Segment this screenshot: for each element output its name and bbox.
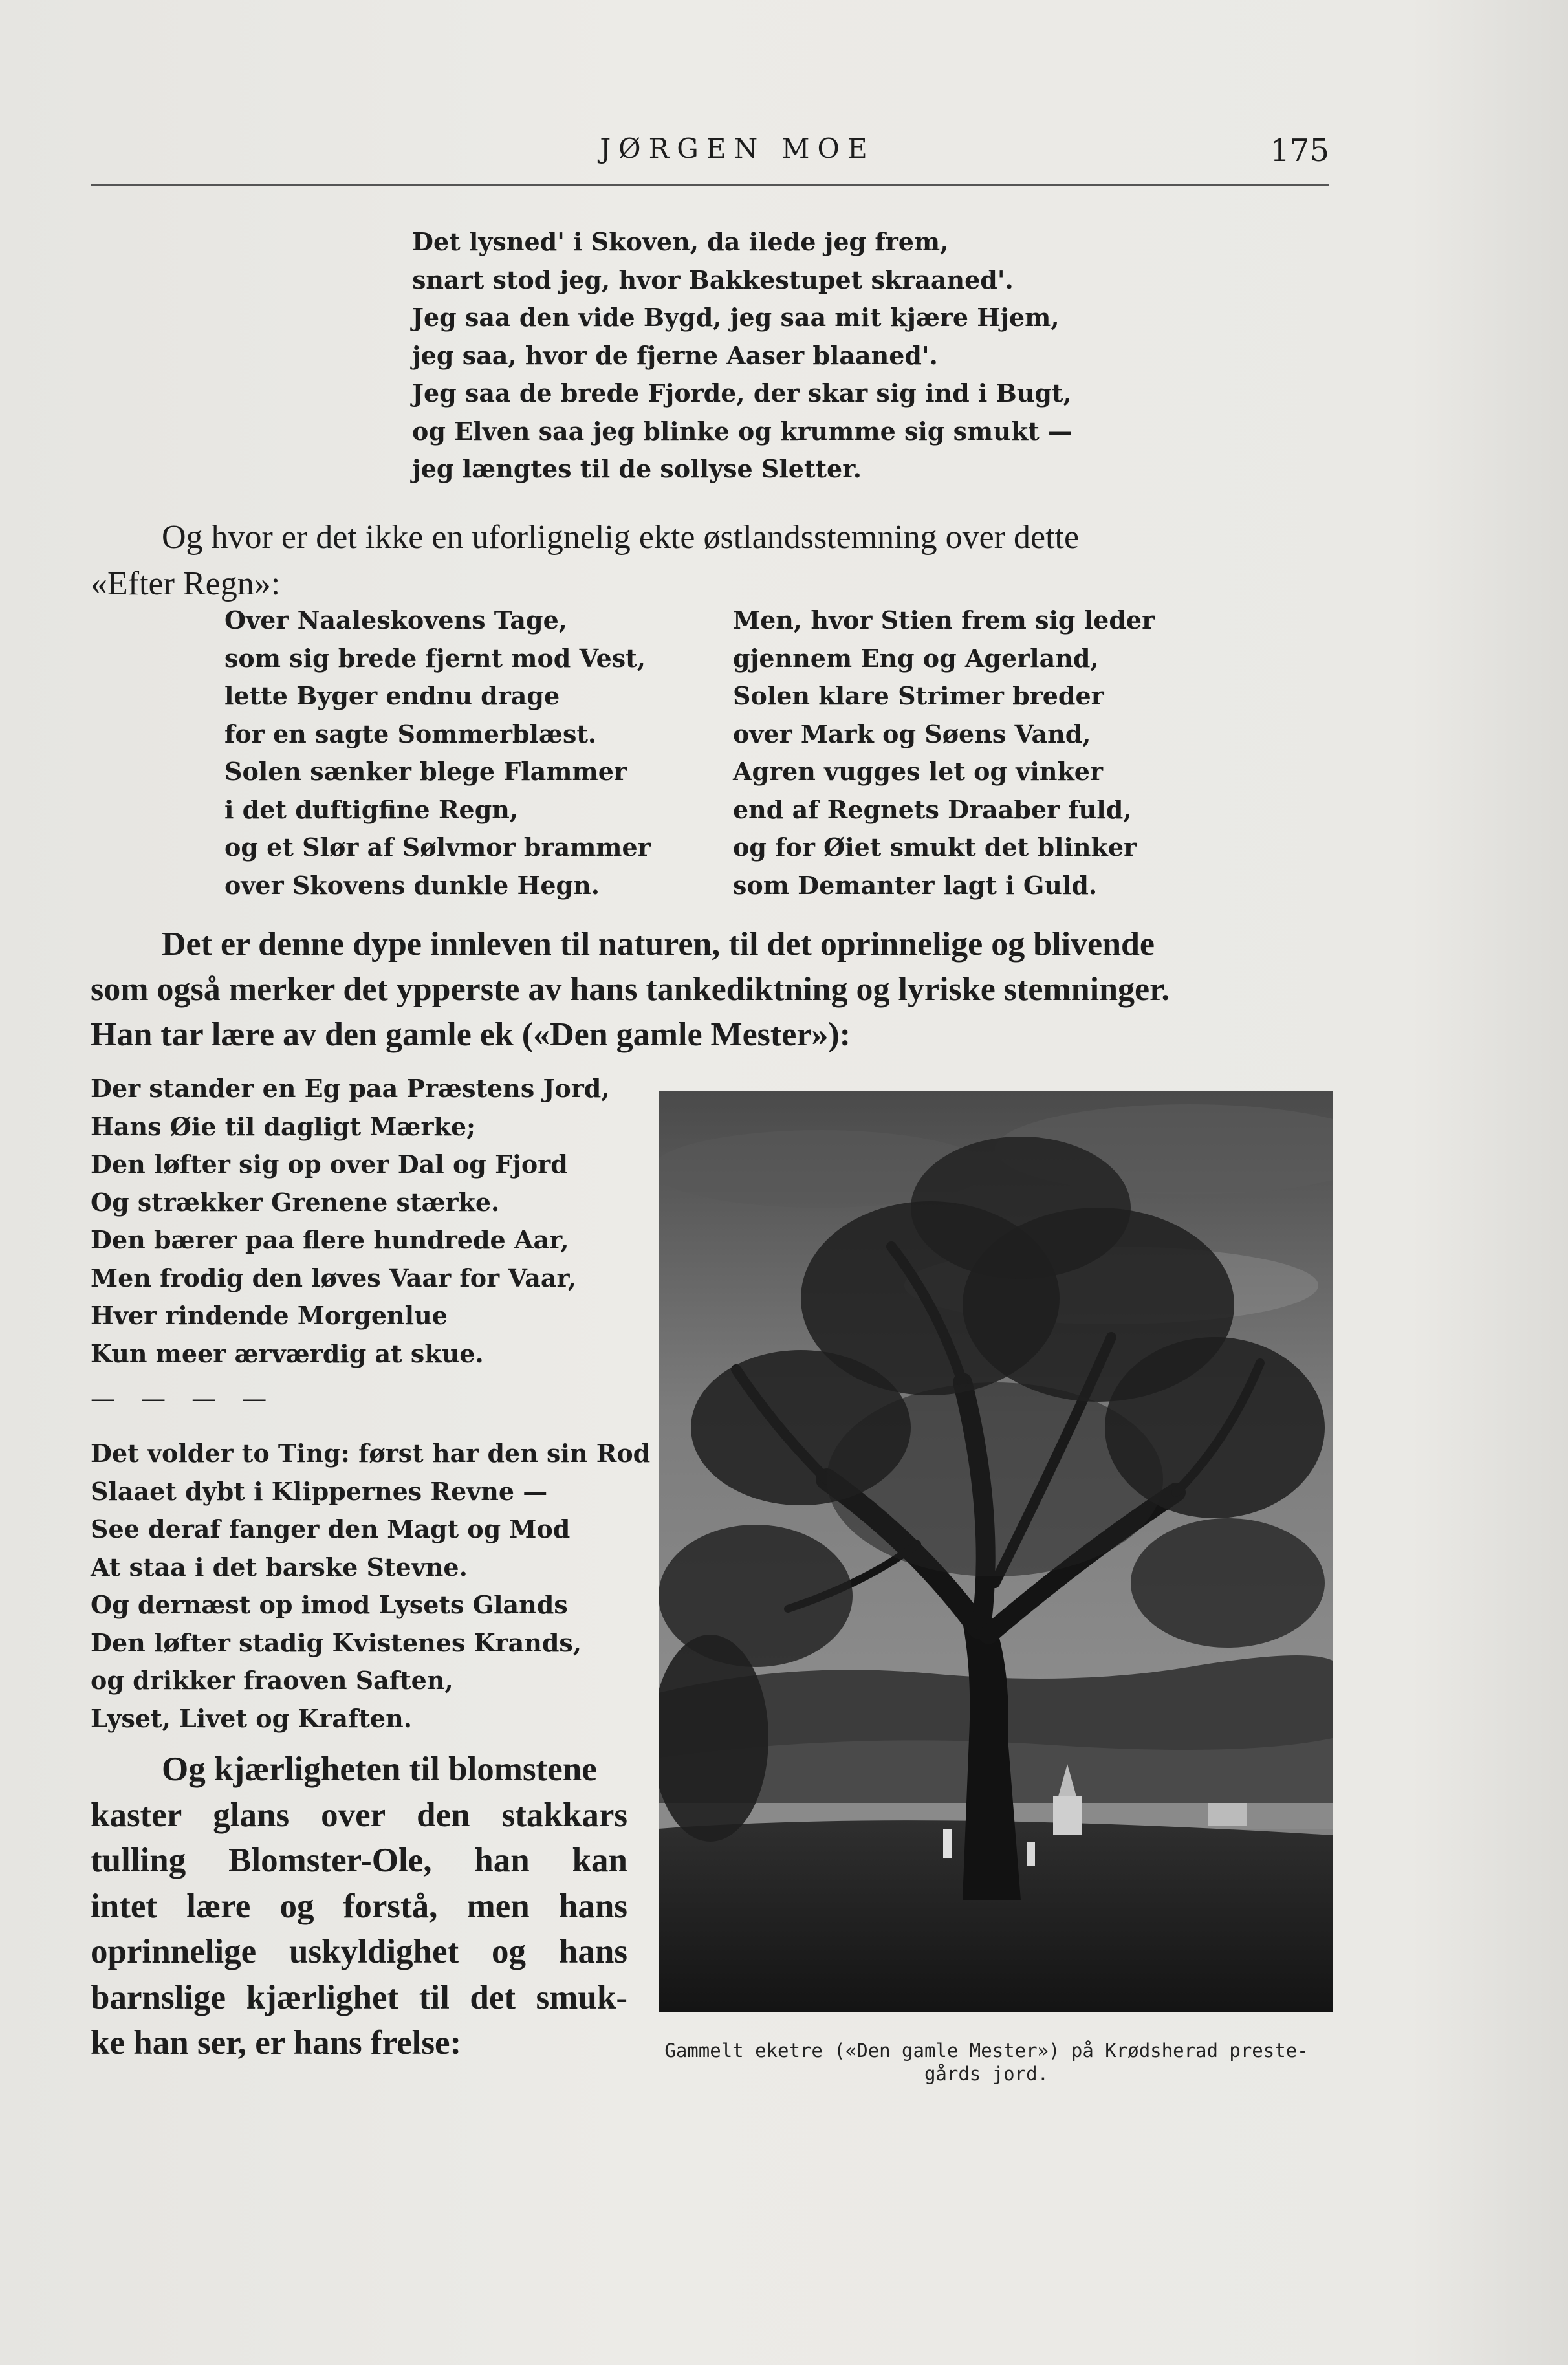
poem-line: over Skovens dunkle Hegn.	[224, 870, 600, 900]
poem-line: Men frodig den løves Vaar for Vaar,	[91, 1263, 577, 1292]
poem-line: See deraf fanger den Magt og Mod	[91, 1514, 571, 1543]
poem-line: gjennem Eng og Agerland,	[733, 643, 1099, 673]
oak-tree-photo	[659, 1091, 1333, 2012]
prose-line: Det er denne dype innleven til naturen, til det oprinnelige og blivende	[162, 926, 1155, 963]
prose-line: intet lære og forstå, men hans	[91, 1887, 627, 1925]
prose-line: Han tar lære av den gamle ek («Den gamle Mester»):	[91, 1016, 851, 1053]
poem-line: Solen sænker blege Flammer	[224, 757, 627, 786]
poem-line: end af Regnets Draaber fuld,	[733, 794, 1132, 824]
prose-line: som også merker det ypperste av hans tankediktning og lyriske stemninger.	[91, 971, 1170, 1008]
poem-line: Lyset, Livet og Kraften.	[91, 1703, 412, 1733]
poem-line: i det duftigfine Regn,	[224, 794, 519, 824]
section-break: — — — —	[91, 1384, 276, 1413]
running-head	[91, 133, 1329, 186]
poem-line: lette Byger endnu drage	[224, 681, 560, 710]
poem-line: som sig brede fjernt mod Vest,	[224, 643, 646, 673]
caption-line: gårds jord.	[924, 2063, 1049, 2085]
poem-gamle-mester-stanza-2	[91, 1435, 650, 1738]
prose-line: Og kjærligheten til blomstene	[162, 1750, 597, 1788]
caption-line: Gammelt eketre («Den gamle Mester») på Krødsherad preste-	[664, 2040, 1309, 2062]
prose-line: Og hvor er det ikke en uforlignelig ekte østlandsstemning over dette	[162, 519, 1080, 556]
poem-line: At staa i det barske Stevne.	[91, 1552, 468, 1582]
poem-line: Over Naaleskovens Tage,	[224, 605, 568, 635]
poem-line: Hans Øie til dagligt Mærke;	[91, 1111, 476, 1141]
poem-line: Kun meer ærværdig at skue.	[91, 1338, 484, 1368]
poem-efter-regn-right	[733, 602, 1155, 904]
prose-line: tulling Blomster-Ole, han kan	[91, 1842, 627, 1879]
poem-line: Den løfter sig op over Dal og Fjord	[91, 1150, 568, 1179]
poem-line: og drikker fraoven Saften,	[91, 1666, 453, 1695]
poem-line: Jeg saa de brede Fjorde, der skar sig ind i Bugt,	[412, 378, 1072, 408]
poem-line: Den løfter stadig Kvistenes Krands,	[91, 1628, 582, 1657]
prose-line: kaster glans over den stakkars	[91, 1796, 627, 1834]
poem-line: for en sagte Sommerblæst.	[224, 719, 597, 748]
poem-line: Slaaet dybt i Klippernes Revne —	[91, 1476, 548, 1506]
poem-line: og et Slør af Sølvmor brammer	[224, 833, 651, 862]
poem-efter-regn-left	[224, 602, 651, 904]
poem-line: over Mark og Søens Vand,	[733, 719, 1091, 748]
poem-line: og for Øiet smukt det blinker	[733, 833, 1137, 862]
prose-line: barnslige kjærlighet til det smuk-	[91, 1978, 627, 2016]
paragraph-innleven	[91, 922, 1329, 1058]
prose-line: oprinnelige uskyldighet og hans	[91, 1933, 627, 1970]
poem-line: som Demanter lagt i Guld.	[733, 870, 1098, 900]
poem-line: Det lysned' i Skoven, da ilede jeg frem,	[412, 227, 949, 256]
prose-line: ke han ser, er hans frelse:	[91, 2024, 462, 2062]
poem-line: og Elven saa jeg blinke og krumme sig smukt —	[412, 416, 1073, 446]
poem-line: Det volder to Ting: først har den sin Rod	[91, 1439, 651, 1468]
poem-line: Men, hvor Stien frem sig leder	[733, 605, 1155, 635]
poem-line: Jeg saa den vide Bygd, jeg saa mit kjære Hjem,	[412, 303, 1060, 332]
page-number: 175	[1270, 133, 1329, 169]
poem-gamle-mester-stanza-1	[91, 1070, 610, 1373]
poem-line: Solen klare Strimer breder	[733, 681, 1104, 710]
poem-line: Hver rindende Morgenlue	[91, 1301, 448, 1330]
poem-line: Og strækker Grenene stærke.	[91, 1187, 500, 1217]
poem-line: Den bærer paa flere hundrede Aar,	[91, 1225, 569, 1254]
running-title: JØRGEN MOE	[600, 133, 875, 164]
paragraph-blomster-ole	[91, 1747, 627, 2066]
poem-line: Agren vugges let og vinker	[733, 757, 1103, 786]
poem-line: jeg længtes til de sollyse Sletter.	[412, 454, 862, 483]
prose-line: «Efter Regn»:	[91, 565, 281, 602]
poem-line: Og dernæst op imod Lysets Glands	[91, 1590, 568, 1619]
figure-caption	[634, 2039, 1339, 2086]
poem-skoven	[412, 223, 1073, 488]
poem-line: Der stander en Eg paa Præstens Jord,	[91, 1074, 610, 1103]
poem-line: jeg saa, hvor de fjerne Aaser blaaned'.	[412, 340, 938, 370]
paragraph-efter-regn	[91, 514, 1329, 607]
poem-line: snart stod jeg, hvor Bakkestupet skraaned'.	[412, 265, 1014, 294]
